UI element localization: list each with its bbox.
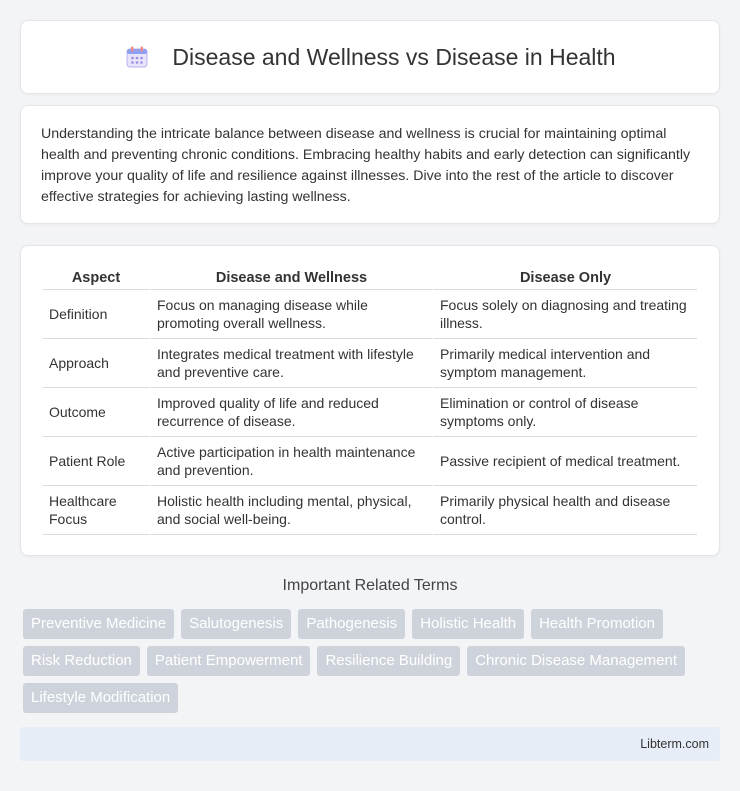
row-disease-only: Elimination or control of disease symptoms only.: [432, 388, 697, 437]
tag-holistic-health[interactable]: Holistic Health: [412, 609, 524, 639]
tag-pathogenesis[interactable]: Pathogenesis: [298, 609, 405, 639]
related-terms-title: Important Related Terms: [282, 577, 458, 594]
row-disease-and-wellness: Integrates medical treatment with lifestyle and preventive care.: [149, 339, 432, 388]
row-disease-only: Passive recipient of medical treatment.: [432, 437, 697, 486]
header-aspect: Aspect: [43, 264, 149, 290]
row-aspect: Healthcare Focus: [43, 486, 149, 535]
row-aspect: Outcome: [43, 388, 149, 437]
tag-health-promotion[interactable]: Health Promotion: [531, 609, 663, 639]
row-disease-only: Focus solely on diagnosing and treating illness.: [432, 290, 697, 339]
table-row: [43, 339, 697, 388]
header-disease-and-wellness: Disease and Wellness: [149, 264, 432, 290]
intro-card: [20, 105, 720, 224]
tag-preventive-medicine[interactable]: Preventive Medicine: [23, 609, 174, 639]
tag-lifestyle-modification[interactable]: Lifestyle Modification: [23, 683, 178, 713]
tag-chronic-disease-management[interactable]: Chronic Disease Management: [467, 646, 685, 676]
row-disease-and-wellness: Focus on managing disease while promoting overall wellness.: [149, 290, 432, 339]
calendar-icon: [124, 44, 150, 70]
row-disease-only: Primarily medical intervention and symptom management.: [432, 339, 697, 388]
table-row: [43, 437, 697, 486]
row-disease-only: Primarily physical health and disease control.: [432, 486, 697, 535]
tag-resilience-building[interactable]: Resilience Building: [317, 646, 460, 676]
table-row: [43, 388, 697, 437]
table-row: [43, 486, 697, 535]
row-aspect: Patient Role: [43, 437, 149, 486]
comparison-table-card: [20, 245, 720, 556]
table-header-row: [43, 264, 697, 290]
row-aspect: Approach: [43, 339, 149, 388]
row-disease-and-wellness: Active participation in health maintenance and prevention.: [149, 437, 432, 486]
row-disease-and-wellness: Holistic health including mental, physical, and social well-being.: [149, 486, 432, 535]
footer-brand-link[interactable]: Libterm.com: [640, 737, 709, 751]
footer: [20, 727, 720, 761]
table-row: [43, 290, 697, 339]
header-card: [20, 20, 720, 94]
page-title: Disease and Wellness vs Disease in Health: [172, 43, 616, 70]
comparison-table: [43, 264, 697, 535]
tag-salutogenesis[interactable]: Salutogenesis: [181, 609, 291, 639]
intro-text: Understanding the intricate balance between disease and wellness is crucial for maintaining optimal health and preventing chronic conditions. Embracing healthy habits and early detection can significantly improve your quality of life and resilience against illnesses. Dive into the rest of the article to discover effective strategies for achieving lasting wellness.: [41, 126, 691, 205]
tag-patient-empowerment[interactable]: Patient Empowerment: [147, 646, 311, 676]
tag-risk-reduction[interactable]: Risk Reduction: [23, 646, 140, 676]
header-disease-only: Disease Only: [432, 264, 697, 290]
row-disease-and-wellness: Improved quality of life and reduced recurrence of disease.: [149, 388, 432, 437]
row-aspect: Definition: [43, 290, 149, 339]
related-terms-list: [23, 609, 723, 720]
